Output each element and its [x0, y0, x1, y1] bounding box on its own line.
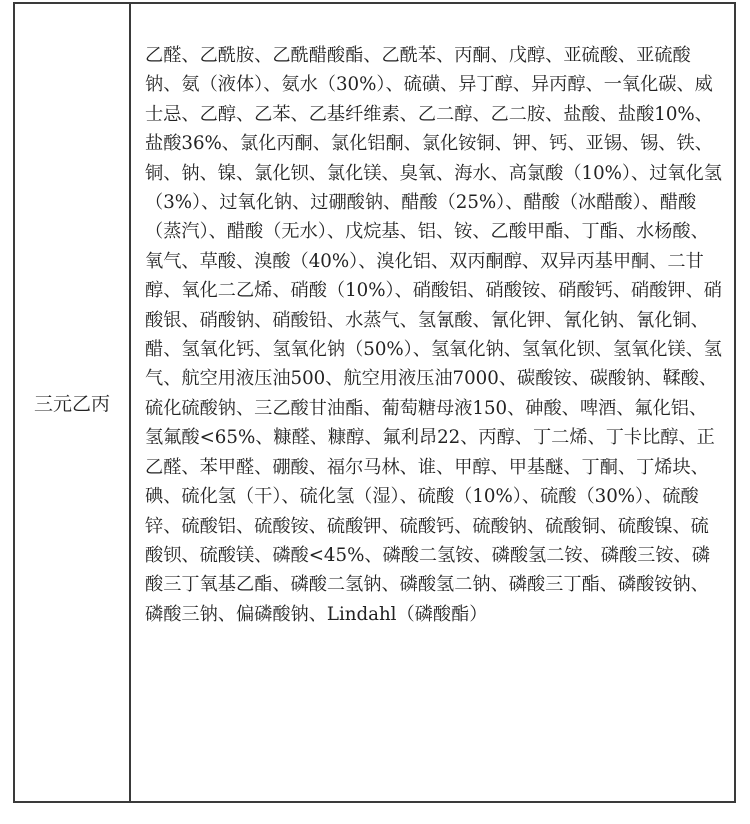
material-name: 三元乙丙	[33, 393, 110, 415]
material-name-cell	[14, 3, 130, 802]
chemical-list-cell	[130, 3, 735, 802]
material-compatibility-table	[13, 2, 736, 803]
table-row	[14, 3, 735, 802]
chemical-list-text: 乙醛、乙酰胺、乙酰醋酸酯、乙酰苯、丙酮、戊醇、亚硫酸、亚硫酸钠、氨（液体）、氨水（30%）、硫磺、异丁醇、异丙醇、一氧化碳、威士忌、乙醇、乙苯、乙基纤维素、乙二醇、乙二胺、盐酸、盐酸10%、盐酸36%、氯化丙酮、氯化铝酮、氯化铵铜、钾、钙、亚锡、锡、铁、铜、钠、镍、氯化钡、氯化镁、臭氧、海水、高氯酸（10%）、过氧化氢（3%）、过氧化钠、过硼酸钠、醋酸（25%）、醋酸（冰醋酸）、醋酸（蒸汽）、醋酸（无水）、戊烷基、铝、铵、乙酸甲酯、丁酯、水杨酸、氧气、草酸、溴酸（40%）、溴化铝、双丙酮醇、双异丙基甲酮、二甘醇、氧化二乙烯、硝酸（10%）、硝酸铝、硝酸铵、硝酸钙、硝酸钾、硝酸银、硝酸钠、硝酸铅、水蒸气、氢氰酸、氰化钾、氰化钠、氰化铜、醋、氢氧化钙、氢氧化钠（50%）、氢氧化钠、氢氧化钡、氢氧化镁、氢气、航空用液压油500、航空用液压油7000、碳酸铵、碳酸钠、鞣酸、硫化硫酸钠、三乙酸甘油酯、葡萄糖母液150、砷酸、啤酒、氟化铝、氢氟酸<65%、糠醛、糠醇、氟利昂22、丙醇、丁二烯、丁卡比醇、正乙醛、苯甲醛、硼酸、福尔马林、谁、甲醇、甲基醚、丁酮、丁烯块、碘、硫化氢（干）、硫化氢（湿）、硫酸（10%）、硫酸（30%）、硫酸锌、硫酸铝、硫酸铵、硫酸钾、硫酸钙、硫酸钠、硫酸铜、硫酸镍、硫酸钡、硫酸镁、磷酸<45%、磷酸二氢铵、磷酸氢二铵、磷酸三铵、磷酸三丁氧基乙酯、磷酸二氢钠、磷酸氢二钠、磷酸三丁酯、磷酸铵钠、磷酸三钠、偏磷酸钠、Lindahl（磷酸酯）	[145, 45, 722, 625]
